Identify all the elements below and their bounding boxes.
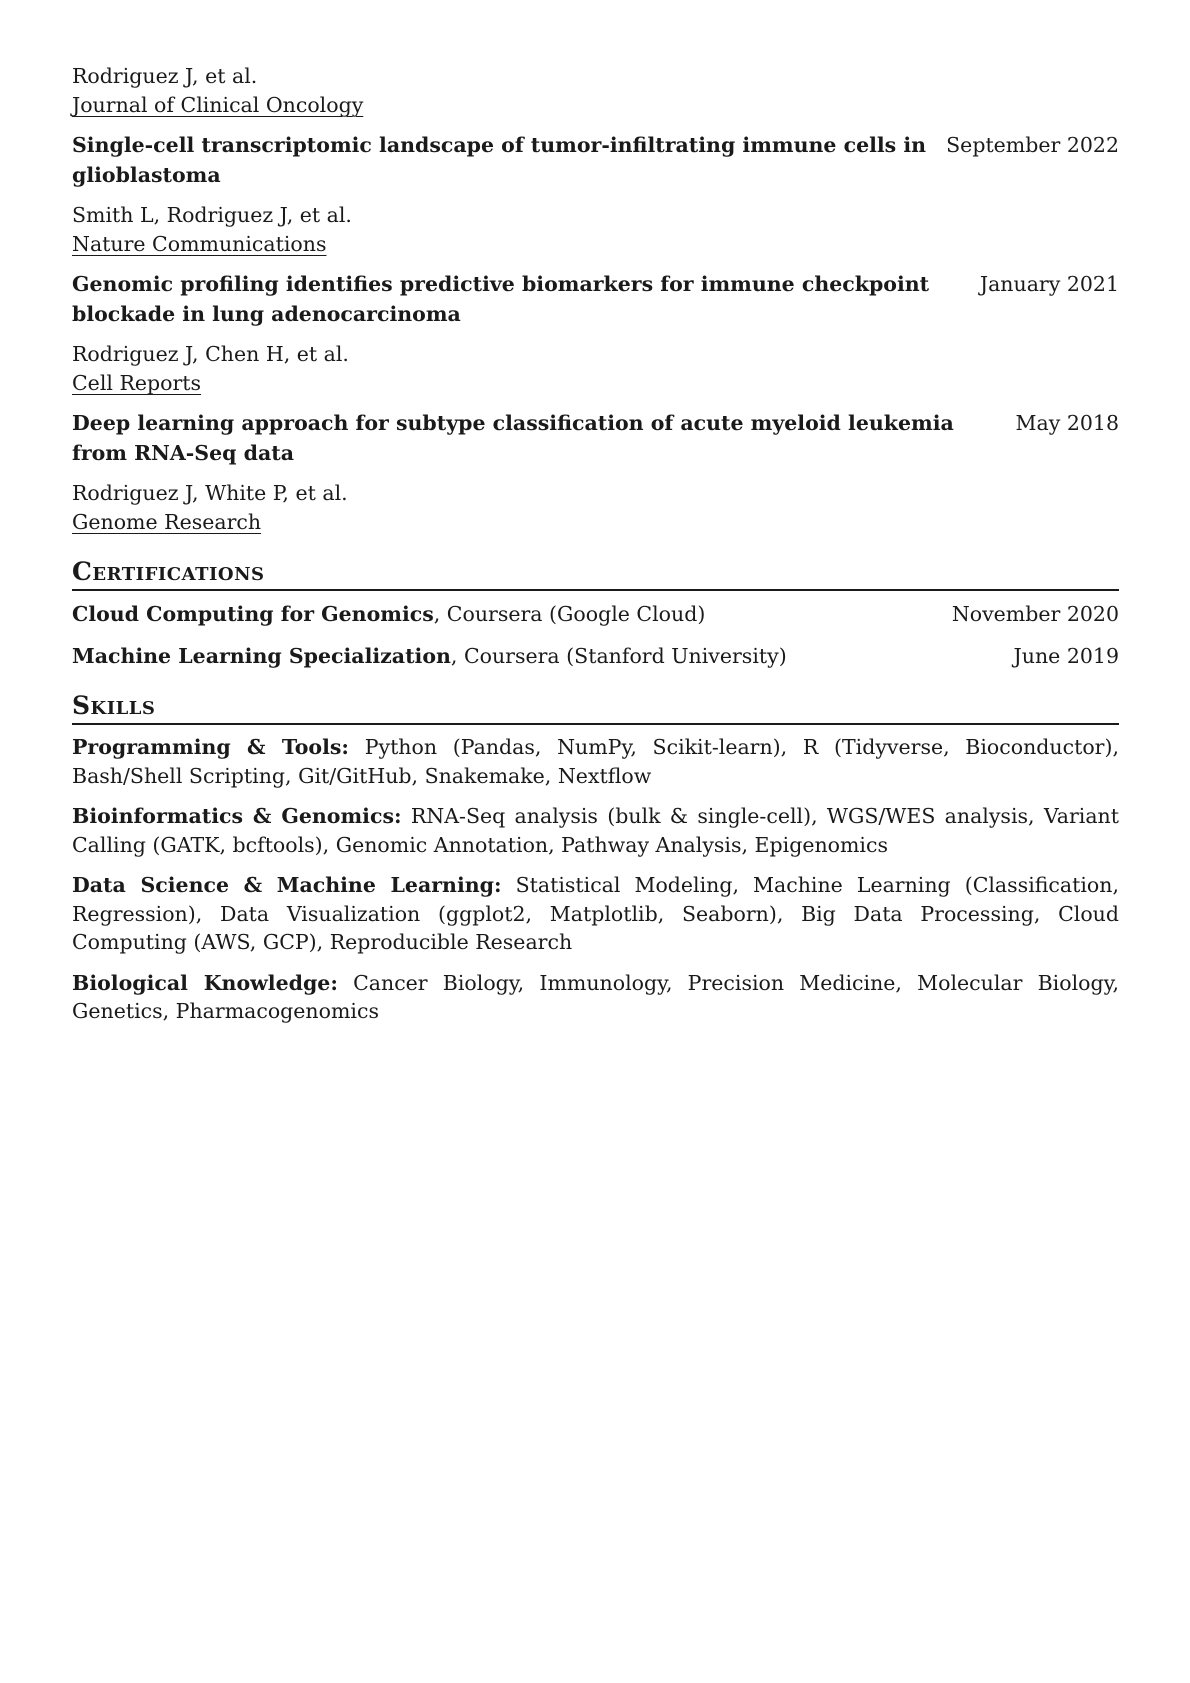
certification-date: June 2019	[1013, 644, 1119, 668]
publication-title: Single-cell transcriptomic landscape of tumor-infiltrating immune cells in glioblastoma	[72, 133, 927, 187]
certification-item	[72, 641, 1119, 671]
publication-date: January 2021	[979, 272, 1119, 296]
publication-entry	[72, 408, 1119, 537]
certification-date: November 2020	[951, 602, 1119, 626]
skills-list	[72, 733, 1119, 1026]
publication-date: May 2018	[1015, 411, 1119, 435]
certification-issuer: , Coursera (Google Cloud)	[433, 602, 706, 626]
publication-continued	[72, 62, 1119, 120]
certification-issuer: , Coursera (Stanford University)	[450, 644, 787, 668]
skill-label: Programming & Tools:	[72, 735, 349, 759]
publication-title: Deep learning approach for subtype classification of acute myeloid leukemia from RNA-Seq data	[72, 411, 954, 465]
publication-journal-link[interactable]: Cell Reports	[72, 371, 202, 395]
skill-text: Python (Pandas, NumPy, Scikit-learn), R (Tidyverse, Bioconductor), Bash/Shell Scripting, Git/GitHub, Snakemake, Nextflow	[72, 735, 1119, 788]
certification-name: Machine Learning Specialization	[72, 644, 451, 668]
certification-name: Cloud Computing for Genomics	[72, 602, 434, 626]
skills-heading: Skills	[72, 691, 1119, 725]
skill-item	[72, 733, 1119, 790]
publication-authors: Rodriguez J, Chen H, et al.	[72, 342, 349, 366]
publication-date: September 2022	[946, 133, 1119, 157]
publication-entry	[72, 130, 1119, 259]
skill-item	[72, 871, 1119, 957]
skill-item	[72, 802, 1119, 859]
publication-entry	[72, 269, 1119, 398]
skill-text: Statistical Modeling, Machine Learning (Classification, Regression), Data Visualization (ggplot2, Matplotlib, Seaborn), Big Data Processing, Cloud Computing (AWS, GCP), Reproducible Research	[72, 873, 1119, 954]
publication-journal-link[interactable]: Nature Communications	[72, 232, 327, 256]
skill-label: Data Science & Machine Learning:	[72, 873, 502, 897]
publication-title: Genomic profiling identifies predictive biomarkers for immune checkpoint blockade in lung adenocarcinoma	[72, 272, 930, 326]
skill-text: RNA-Seq analysis (bulk & single-cell), WGS/WES analysis, Variant Calling (GATK, bcftools), Genomic Annotation, Pathway Analysis, Epigenomics	[72, 804, 1119, 857]
publication-authors: Rodriguez J, White P, et al.	[72, 481, 348, 505]
skill-text: Cancer Biology, Immunology, Precision Medicine, Molecular Biology, Genetics, Pharmacogenomics	[72, 970, 1119, 1023]
publication-journal-link[interactable]: Journal of Clinical Oncology	[72, 93, 364, 117]
certifications-list	[72, 599, 1119, 671]
certification-item	[72, 599, 1119, 629]
publication-authors: Rodriguez J, et al.	[72, 64, 258, 88]
skill-label: Bioinformatics & Genomics:	[72, 804, 402, 828]
publication-journal-link[interactable]: Genome Research	[72, 510, 262, 534]
skill-item	[72, 969, 1119, 1026]
publication-authors: Smith L, Rodriguez J, et al.	[72, 203, 352, 227]
skill-label: Biological Knowledge:	[72, 970, 338, 995]
certifications-heading: Certifications	[72, 557, 1119, 591]
resume-page	[72, 62, 1119, 1026]
